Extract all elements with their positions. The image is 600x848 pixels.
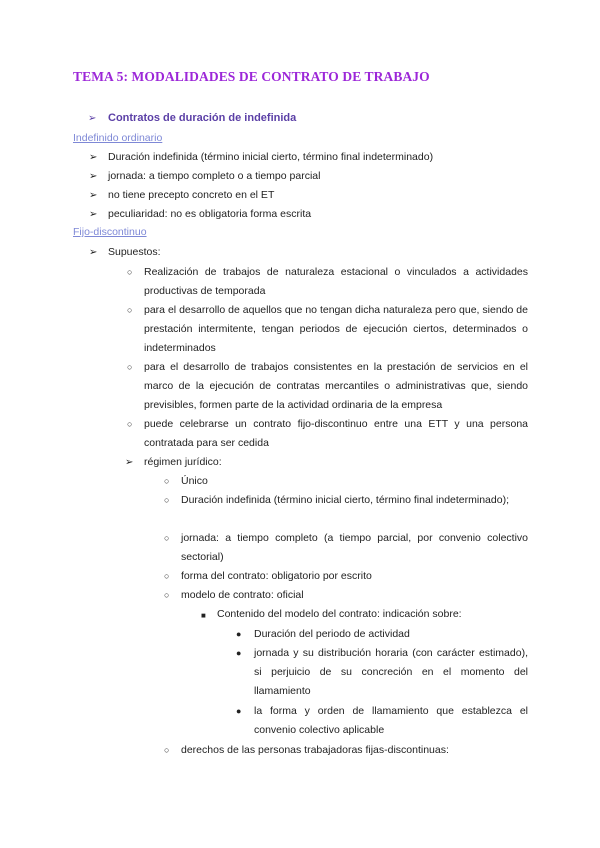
list-item: ● jornada y su distribución horaria (con carácter estimado), si perjuicio de su concreción en el momento del llamamiento <box>254 644 528 701</box>
list-item: ○ para el desarrollo de trabajos consistentes en la prestación de servicios en el marco de la ejecución de contratas mercantiles o administrativas que, siendo previsibles, formen parte de la actividad ordinaria de la empresa <box>144 358 528 415</box>
circle-bullet-icon: ○ <box>164 533 170 543</box>
circle-bullet-icon: ○ <box>164 745 170 755</box>
circle-bullet-icon: ○ <box>164 590 170 600</box>
list-item: ○ para el desarrollo de aquellos que no tengan dicha naturaleza pero que, siendo de prestación intermitente, tengan periodos de ejecución ciertos, determinados o indeterminados <box>144 301 528 358</box>
list-item-modelo: ■ Contenido del modelo del contrato: indicación sobre: <box>217 605 528 624</box>
circle-bullet-icon: ○ <box>164 476 170 486</box>
circle-bullet-icon: ○ <box>164 571 170 581</box>
page-title: TEMA 5: MODALIDADES DE CONTRATO DE TRABAJO <box>73 69 430 84</box>
arrow-bullet-icon: ➢ <box>89 209 98 220</box>
circle-bullet-icon: ○ <box>127 362 133 372</box>
subheading-indefinido-ordinario: Indefinido ordinario <box>73 132 163 144</box>
list-item: ➢ no tiene precepto concreto en el ET <box>108 186 528 205</box>
subheading-fijo-discontinuo: Fijo-discontinuo <box>73 226 147 238</box>
section-heading <box>88 112 296 124</box>
list-item: ○ puede celebrarse un contrato fijo-discontinuo entre una ETT y una persona contratada para ser cedida <box>144 415 528 453</box>
dot-bullet-icon: ● <box>236 648 242 658</box>
list-item: ● la forma y orden de llamamiento que establezca el convenio colectivo aplicable <box>254 702 528 740</box>
arrow-bullet-icon: ➢ <box>89 247 98 258</box>
list-item: ○ jornada: a tiempo completo (a tiempo parcial, por convenio colectivo sectorial) <box>181 529 528 567</box>
section-heading-text: Contratos de duración de indefinida <box>108 112 297 124</box>
list-item: ➢ peculiaridad: no es obligatoria forma escrita <box>108 205 528 224</box>
circle-bullet-icon: ○ <box>127 419 133 429</box>
circle-bullet-icon: ○ <box>127 267 133 277</box>
circle-bullet-icon: ○ <box>127 305 133 315</box>
list-item: ○ Duración indefinida (término inicial cierto, término final indeterminado); <box>181 491 528 510</box>
circle-bullet-icon: ○ <box>164 495 170 505</box>
square-bullet-icon: ■ <box>201 611 206 620</box>
list-item: ○ Realización de trabajos de naturaleza estacional o vinculados a actividades productivas de temporada <box>144 263 528 301</box>
list-item: ○ forma del contrato: obligatorio por escrito <box>181 567 528 586</box>
arrow-bullet-icon: ➢ <box>89 171 98 182</box>
list-item: ➢ jornada: a tiempo completo o a tiempo parcial <box>108 167 528 186</box>
list-item: ○ Único <box>181 472 528 491</box>
list-item-regimen: ➢ régimen jurídico: <box>144 453 528 472</box>
arrow-bullet-icon: ➢ <box>88 113 97 124</box>
list-item: ➢ Duración indefinida (término inicial cierto, término final indeterminado) <box>108 148 528 167</box>
list-item-derechos: ○ derechos de las personas trabajadoras fijas-discontinuas: <box>181 741 528 760</box>
arrow-bullet-icon: ➢ <box>89 152 98 163</box>
list-item: ● Duración del periodo de actividad <box>254 625 528 644</box>
arrow-bullet-icon: ➢ <box>89 190 98 201</box>
arrow-bullet-icon: ➢ <box>125 457 134 468</box>
dot-bullet-icon: ● <box>236 629 242 639</box>
dot-bullet-icon: ● <box>236 706 242 716</box>
list-item-supuestos: ➢ Supuestos: <box>108 243 528 262</box>
list-item: ○ modelo de contrato: oficial <box>181 586 528 605</box>
